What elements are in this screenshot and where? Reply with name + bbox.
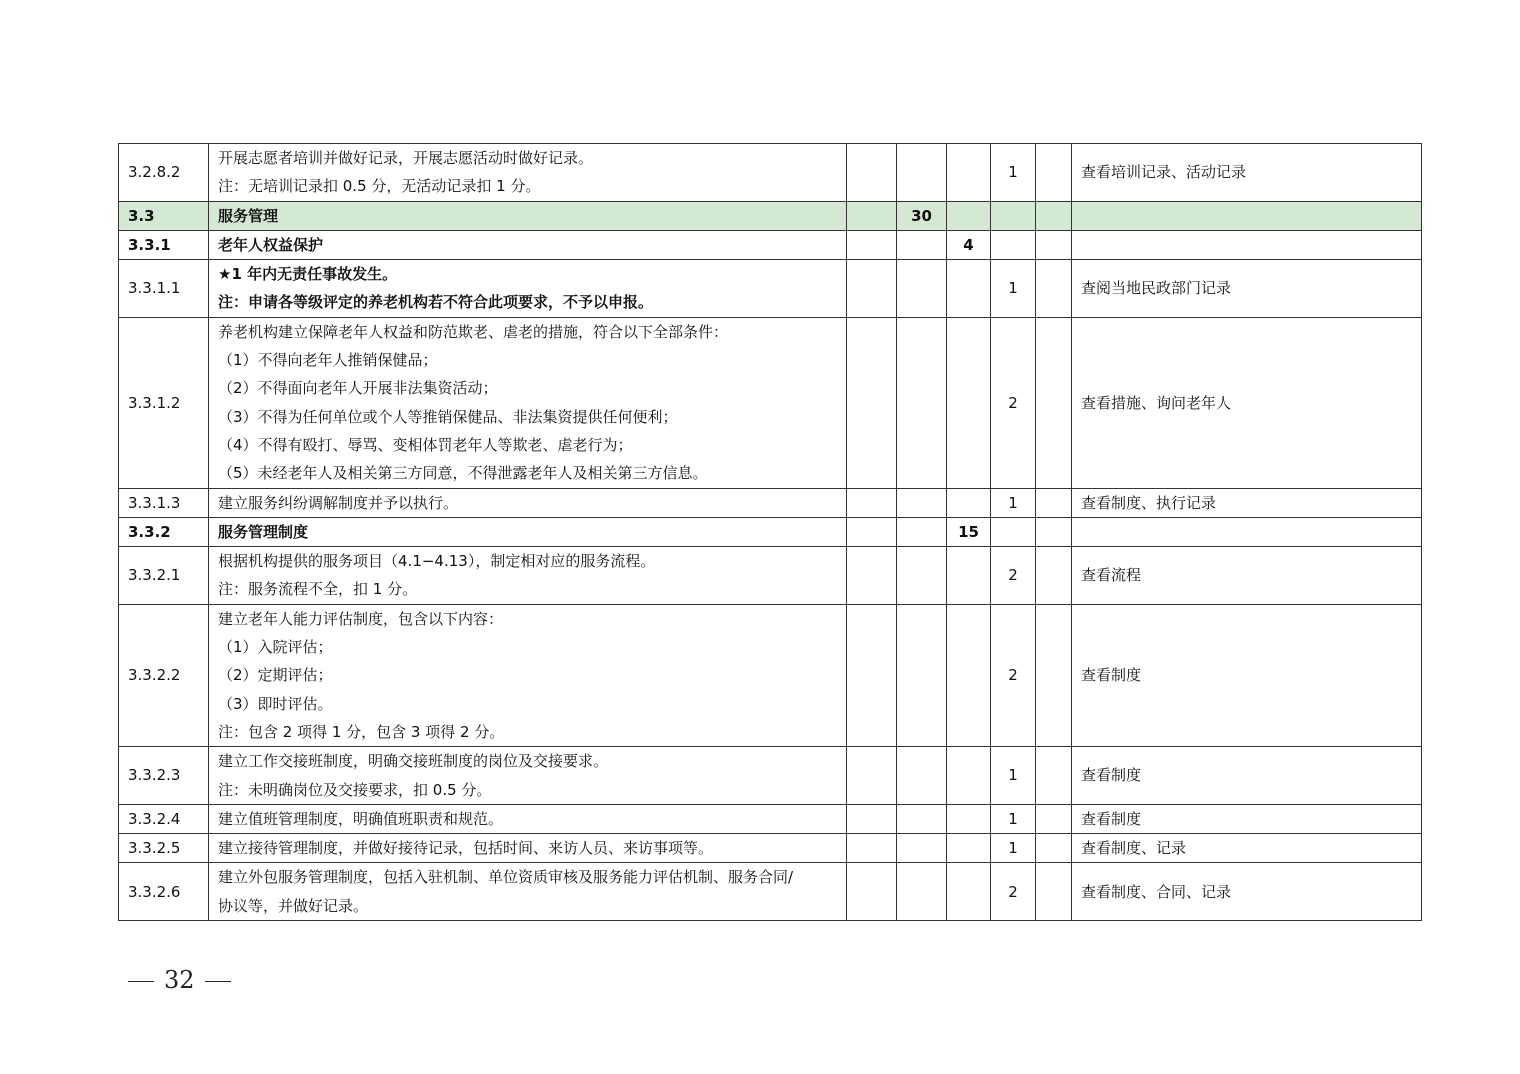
item-number-cell: 3.3.2.4 bbox=[119, 804, 209, 833]
item-number-cell: 3.3.2.6 bbox=[119, 863, 209, 921]
subsection-score-cell bbox=[947, 260, 991, 318]
subsection-score-cell bbox=[947, 804, 991, 833]
requirement-line: 建立服务纠纷调解制度并予以执行。 bbox=[218, 493, 459, 512]
section-score-cell: 30 bbox=[897, 201, 947, 230]
subsection-score-cell bbox=[947, 834, 991, 863]
item-score-cell: 1 bbox=[991, 804, 1036, 833]
requirement-line: 注：无培训记录扣 0.5 分，无活动记录扣 1 分。 bbox=[218, 177, 541, 196]
requirement-line: 建立老年人能力评估制度，包含以下内容： bbox=[218, 609, 504, 628]
column-7-cell bbox=[1036, 517, 1072, 546]
requirement-content-cell bbox=[209, 317, 847, 488]
table-row bbox=[119, 201, 1422, 230]
table-row bbox=[119, 488, 1422, 517]
page-number bbox=[126, 966, 241, 994]
item-score-cell: 2 bbox=[991, 863, 1036, 921]
item-score-cell: 2 bbox=[991, 604, 1036, 746]
item-number-cell: 3.3.2.1 bbox=[119, 547, 209, 605]
requirement-line: 建立值班管理制度，明确值班职责和规范。 bbox=[218, 809, 504, 828]
section-score-cell bbox=[897, 604, 947, 746]
column-3-cell bbox=[847, 863, 897, 921]
table-row bbox=[119, 604, 1422, 746]
section-score-cell bbox=[897, 317, 947, 488]
item-score-cell: 1 bbox=[991, 834, 1036, 863]
table-row bbox=[119, 517, 1422, 546]
requirement-line: 注：服务流程不全，扣 1 分。 bbox=[218, 580, 418, 599]
item-number-cell: 3.3.2.5 bbox=[119, 834, 209, 863]
item-score-cell bbox=[991, 230, 1036, 259]
verification-method-cell bbox=[1072, 230, 1422, 259]
requirement-line: 开展志愿者培训并做好记录，开展志愿活动时做好记录。 bbox=[218, 149, 594, 167]
requirement-content-cell bbox=[209, 747, 847, 805]
item-number-cell: 3.3.1.1 bbox=[119, 260, 209, 318]
table-row bbox=[119, 804, 1422, 833]
table-row bbox=[119, 260, 1422, 318]
section-score-cell bbox=[897, 834, 947, 863]
item-score-cell: 1 bbox=[991, 144, 1036, 202]
column-3-cell bbox=[847, 604, 897, 746]
requirement-line: 根据机构提供的服务项目（4.1−4.13），制定相对应的服务流程。 bbox=[218, 552, 656, 571]
requirement-line: （3）即时评估。 bbox=[218, 694, 333, 713]
column-7-cell bbox=[1036, 804, 1072, 833]
item-number-cell: 3.3 bbox=[119, 201, 209, 230]
requirement-content-cell bbox=[209, 488, 847, 517]
requirement-line: 养老机构建立保障老年人权益和防范欺老、虐老的措施，符合以下全部条件： bbox=[218, 322, 729, 341]
section-score-cell bbox=[897, 260, 947, 318]
subsection-score-cell bbox=[947, 488, 991, 517]
requirement-content-cell bbox=[209, 144, 847, 202]
column-7-cell bbox=[1036, 834, 1072, 863]
item-score-cell: 2 bbox=[991, 547, 1036, 605]
requirement-line: （2）定期评估； bbox=[218, 666, 333, 685]
item-number-cell: 3.2.8.2 bbox=[119, 144, 209, 202]
column-3-cell bbox=[847, 804, 897, 833]
item-score-cell: 2 bbox=[991, 317, 1036, 488]
requirement-line: 老年人权益保护 bbox=[218, 235, 324, 254]
verification-method-cell: 查看流程 bbox=[1072, 547, 1422, 605]
section-score-cell bbox=[897, 488, 947, 517]
requirement-line: 注：申请各等级评定的养老机构若不符合此项要求，不予以申报。 bbox=[218, 293, 654, 312]
table-row bbox=[119, 144, 1422, 202]
column-3-cell bbox=[847, 260, 897, 318]
scoring-table-container bbox=[118, 143, 1421, 921]
verification-method-cell: 查看培训记录、活动记录 bbox=[1072, 144, 1422, 202]
verification-method-cell: 查看制度、合同、记录 bbox=[1072, 863, 1422, 921]
column-7-cell bbox=[1036, 144, 1072, 202]
column-7-cell bbox=[1036, 863, 1072, 921]
verification-method-cell bbox=[1072, 201, 1422, 230]
page-number-value: 32 bbox=[164, 966, 195, 994]
requirement-line: 协议等，并做好记录。 bbox=[218, 896, 369, 915]
item-number-cell: 3.3.1 bbox=[119, 230, 209, 259]
column-7-cell bbox=[1036, 260, 1072, 318]
item-number-cell: 3.3.1.2 bbox=[119, 317, 209, 488]
requirement-line: （5）未经老年人及相关第三方同意，不得泄露老年人及相关第三方信息。 bbox=[218, 464, 708, 483]
requirement-line: ★1 年内无责任事故发生。 bbox=[218, 265, 398, 284]
requirement-line: 服务管理 bbox=[218, 206, 279, 225]
column-7-cell bbox=[1036, 201, 1072, 230]
table-body bbox=[119, 144, 1422, 921]
requirement-content-cell bbox=[209, 517, 847, 546]
verification-method-cell: 查看制度 bbox=[1072, 747, 1422, 805]
section-score-cell bbox=[897, 863, 947, 921]
table-row bbox=[119, 747, 1422, 805]
table-row bbox=[119, 547, 1422, 605]
requirement-line: 建立外包服务管理制度，包括入驻机制、单位资质审核及服务能力评估机制、服务合同/ bbox=[218, 868, 794, 887]
requirement-line: （3）不得为任何单位或个人等推销保健品、非法集资提供任何便利； bbox=[218, 407, 678, 426]
item-score-cell: 1 bbox=[991, 488, 1036, 517]
requirement-content-cell bbox=[209, 260, 847, 318]
column-7-cell bbox=[1036, 747, 1072, 805]
column-3-cell bbox=[847, 747, 897, 805]
subsection-score-cell bbox=[947, 604, 991, 746]
verification-method-cell: 查阅当地民政部门记录 bbox=[1072, 260, 1422, 318]
column-3-cell bbox=[847, 201, 897, 230]
verification-method-cell: 查看制度、执行记录 bbox=[1072, 488, 1422, 517]
table-row bbox=[119, 317, 1422, 488]
section-score-cell bbox=[897, 547, 947, 605]
column-7-cell bbox=[1036, 317, 1072, 488]
item-number-cell: 3.3.2.3 bbox=[119, 747, 209, 805]
column-3-cell bbox=[847, 488, 897, 517]
item-score-cell bbox=[991, 201, 1036, 230]
subsection-score-cell bbox=[947, 144, 991, 202]
requirement-content-cell bbox=[209, 230, 847, 259]
requirement-line: 建立接待管理制度，并做好接待记录，包括时间、来访人员、来访事项等。 bbox=[218, 839, 714, 858]
requirement-line: （2）不得面向老年人开展非法集资活动； bbox=[218, 379, 498, 398]
subsection-score-cell bbox=[947, 863, 991, 921]
table-row bbox=[119, 834, 1422, 863]
page-number-dash-left bbox=[128, 981, 154, 983]
requirement-line: 注：未明确岗位及交接要求，扣 0.5 分。 bbox=[218, 780, 492, 799]
verification-method-cell: 查看制度 bbox=[1072, 604, 1422, 746]
subsection-score-cell: 15 bbox=[947, 517, 991, 546]
item-number-cell: 3.3.2.2 bbox=[119, 604, 209, 746]
requirement-line: 建立工作交接班制度，明确交接班制度的岗位及交接要求。 bbox=[218, 752, 609, 771]
item-score-cell bbox=[991, 517, 1036, 546]
requirement-line: 服务管理制度 bbox=[218, 522, 309, 541]
column-7-cell bbox=[1036, 488, 1072, 517]
verification-method-cell bbox=[1072, 517, 1422, 546]
requirement-line: （1）不得向老年人推销保健品； bbox=[218, 351, 438, 370]
column-3-cell bbox=[847, 547, 897, 605]
column-3-cell bbox=[847, 230, 897, 259]
section-score-cell bbox=[897, 517, 947, 546]
section-score-cell bbox=[897, 804, 947, 833]
requirement-content-cell bbox=[209, 604, 847, 746]
column-3-cell bbox=[847, 144, 897, 202]
column-3-cell bbox=[847, 834, 897, 863]
column-7-cell bbox=[1036, 230, 1072, 259]
verification-method-cell: 查看措施、询问老年人 bbox=[1072, 317, 1422, 488]
requirement-content-cell bbox=[209, 834, 847, 863]
column-7-cell bbox=[1036, 547, 1072, 605]
requirement-content-cell bbox=[209, 863, 847, 921]
requirement-content-cell bbox=[209, 547, 847, 605]
item-score-cell: 1 bbox=[991, 747, 1036, 805]
section-score-cell bbox=[897, 144, 947, 202]
requirement-line: 注：包含 2 项得 1 分，包含 3 项得 2 分。 bbox=[218, 722, 505, 741]
table-row bbox=[119, 863, 1422, 921]
requirement-content-cell bbox=[209, 804, 847, 833]
item-number-cell: 3.3.2 bbox=[119, 517, 209, 546]
table-row bbox=[119, 230, 1422, 259]
subsection-score-cell bbox=[947, 317, 991, 488]
subsection-score-cell bbox=[947, 201, 991, 230]
verification-method-cell: 查看制度、记录 bbox=[1072, 834, 1422, 863]
column-7-cell bbox=[1036, 604, 1072, 746]
section-score-cell bbox=[897, 747, 947, 805]
page-number-dash-right bbox=[205, 981, 231, 983]
subsection-score-cell bbox=[947, 747, 991, 805]
requirement-content-cell bbox=[209, 201, 847, 230]
column-3-cell bbox=[847, 517, 897, 546]
requirement-line: （1）入院评估； bbox=[218, 638, 333, 657]
item-score-cell: 1 bbox=[991, 260, 1036, 318]
column-3-cell bbox=[847, 317, 897, 488]
subsection-score-cell bbox=[947, 547, 991, 605]
requirement-line: （4）不得有殴打、辱骂、变相体罚老年人等欺老、虐老行为； bbox=[218, 435, 633, 454]
section-score-cell bbox=[897, 230, 947, 259]
subsection-score-cell: 4 bbox=[947, 230, 991, 259]
verification-method-cell: 查看制度 bbox=[1072, 804, 1422, 833]
item-number-cell: 3.3.1.3 bbox=[119, 488, 209, 517]
scoring-table bbox=[118, 143, 1422, 921]
